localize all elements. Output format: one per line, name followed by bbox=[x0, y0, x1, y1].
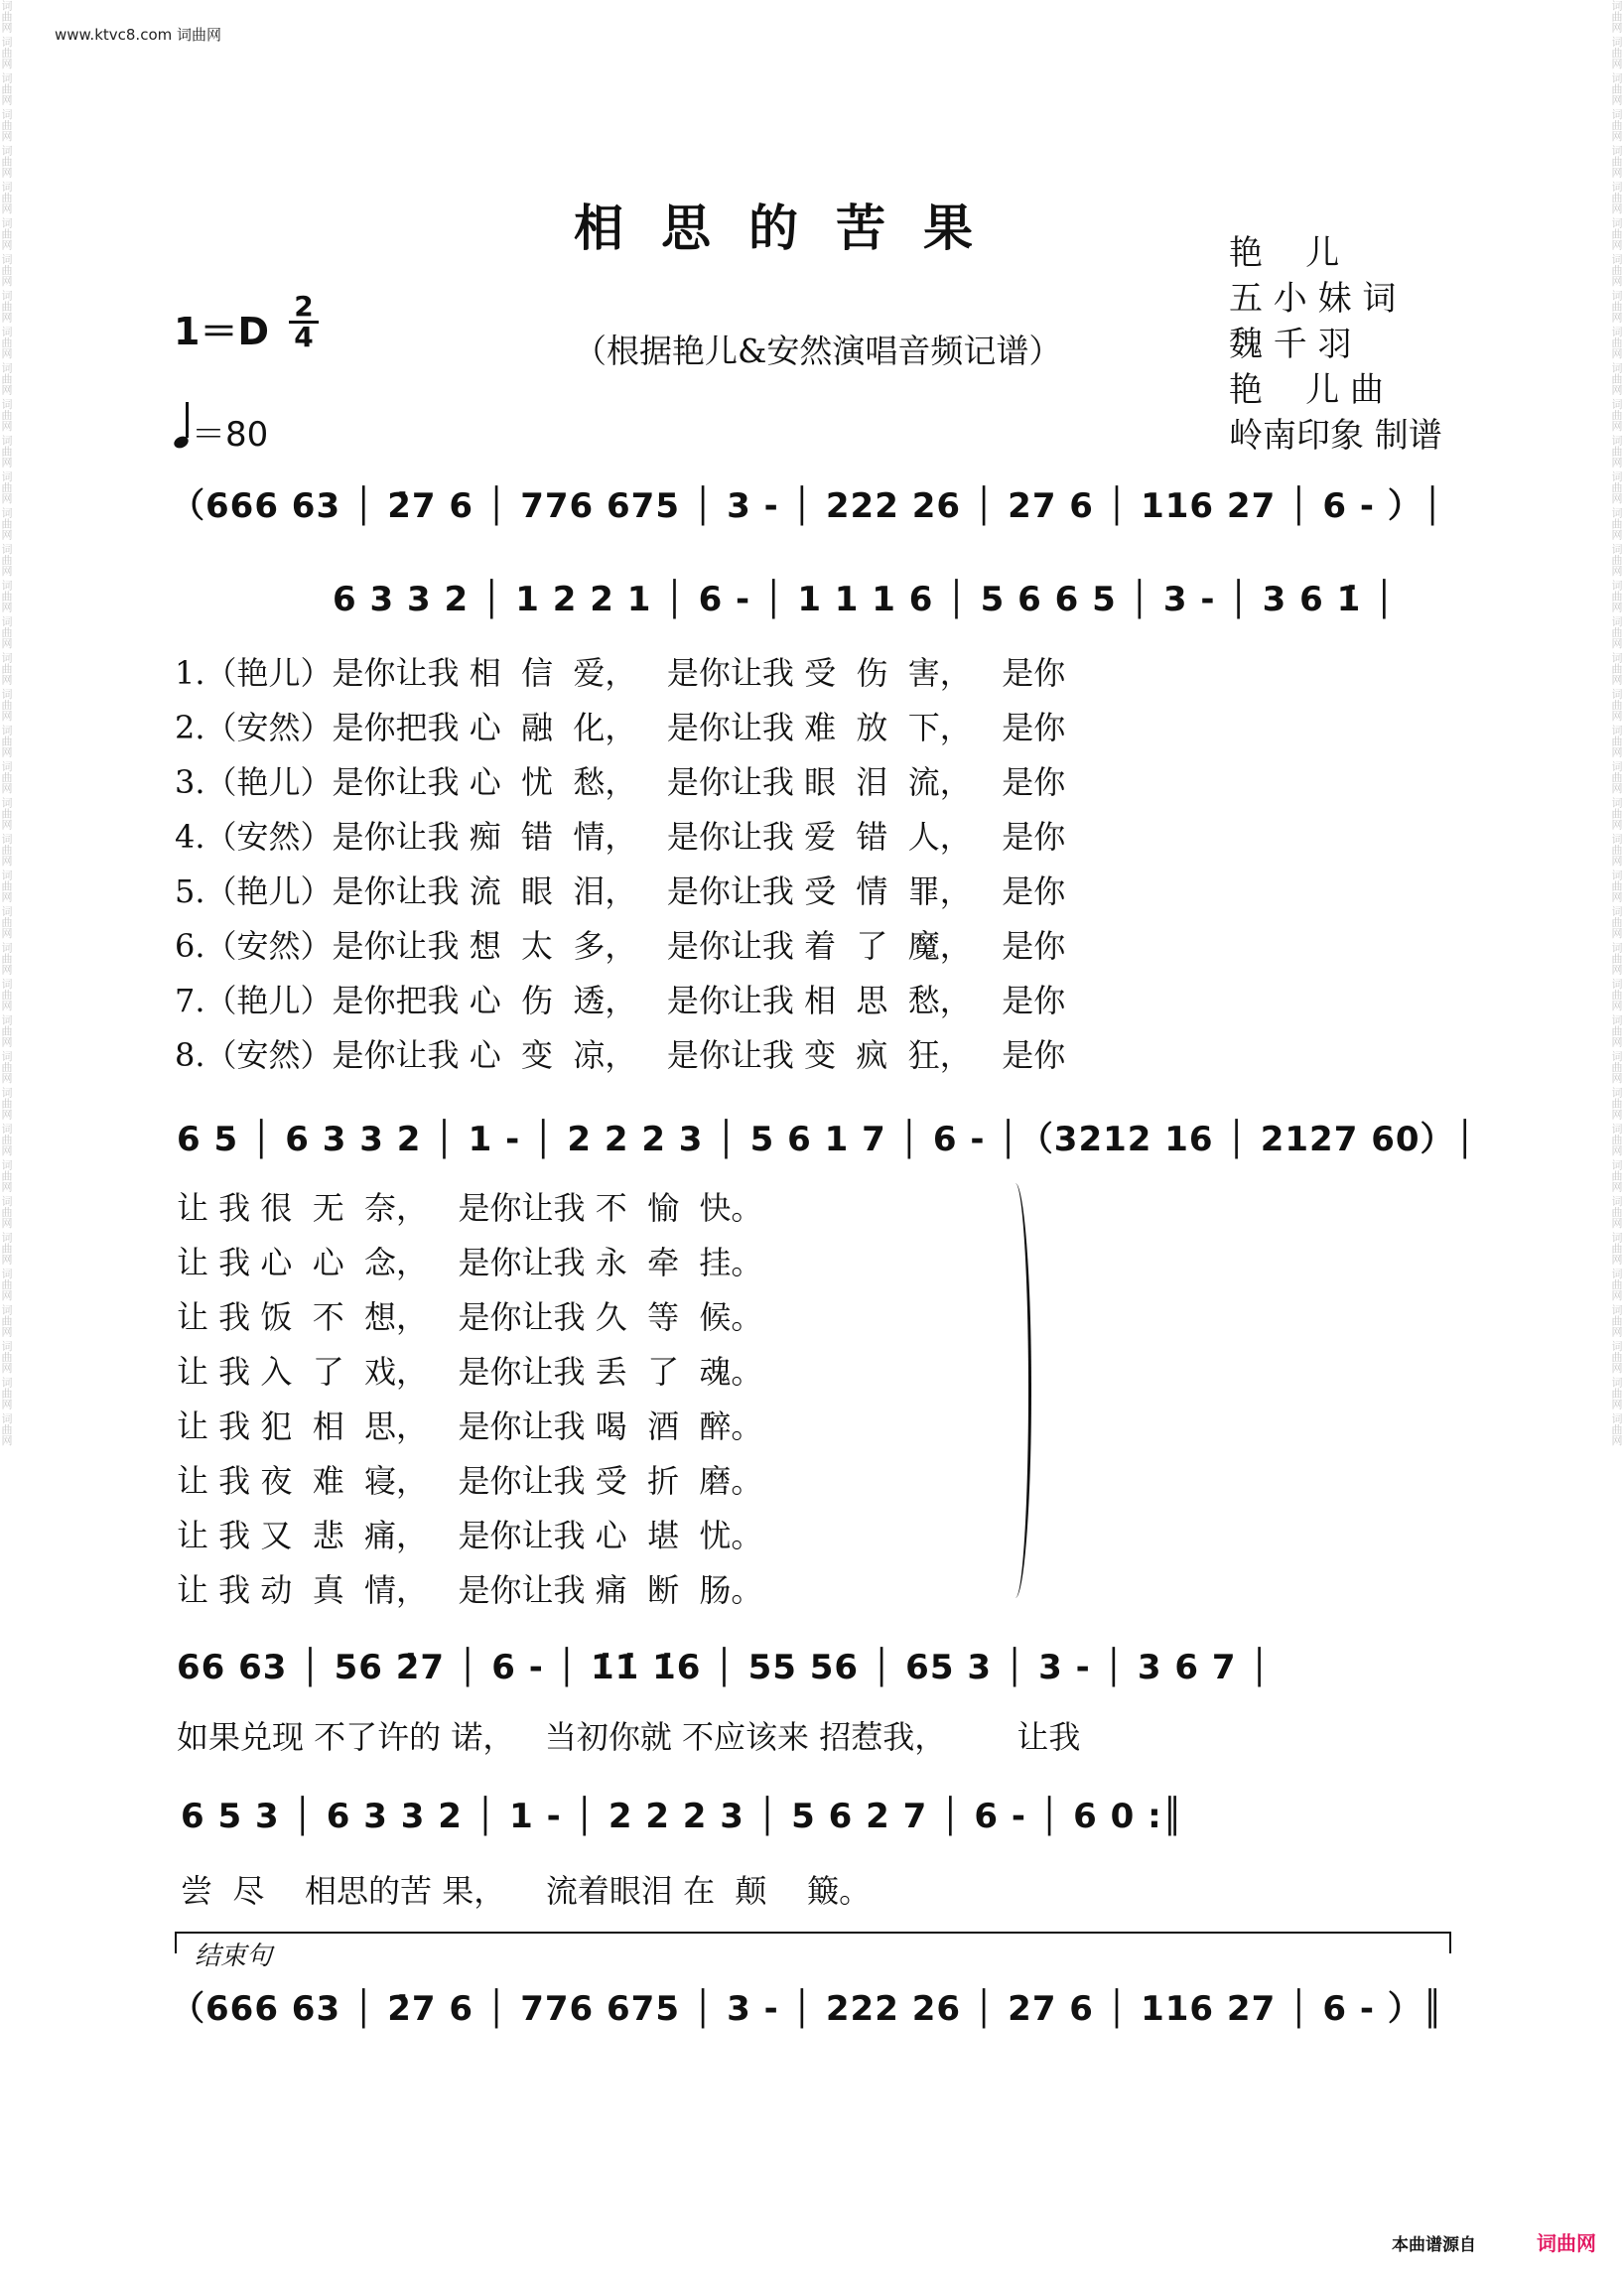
lyric-line: 让 我 饭 不 想， 是你让我 久 等 候。 bbox=[177, 1298, 763, 1336]
chorus1-notes: 6 5 │ 6 3 3 2 │ 1 - │ 2 2 2 3 │ 5 6 1 7 │ 6 - │（3212 16 │ 2127 60）│ bbox=[177, 1120, 1476, 1159]
note-stem bbox=[186, 402, 189, 438]
lyric-line: 让 我 入 了 戏， 是你让我 丢 了 魂。 bbox=[177, 1353, 763, 1391]
lyric-line: 让 我 夜 难 寝， 是你让我 受 折 磨。 bbox=[177, 1462, 763, 1500]
credit-line: 五 小 妹 词 bbox=[1229, 279, 1397, 319]
ending-label: 结束句 bbox=[195, 1942, 273, 1971]
lyric-line: 让 我 又 悲 痛， 是你让我 心 堪 忧。 bbox=[177, 1517, 763, 1554]
side-watermark-left: 词曲网 词曲网 词曲网 词曲网 词曲网 词曲网 词曲网 词曲网 词曲网 词曲网 词曲网 词曲网 词曲网 词曲网 词曲网 词曲网 词曲网 词曲网 词曲网 词曲网 词曲网 词曲网 词曲网 词曲网 词曲网 词曲网 词曲网 词曲网 词曲网 词曲网 词曲网 词曲网 词曲网 词曲网 词曲网 词曲网 词曲网 词曲网 词曲网 词曲网 bbox=[0, 0, 13, 1446]
lyric-line: 8.（安然）是你让我 心 变 凉， 是你让我 变 疯 狂， 是你 bbox=[175, 1036, 1066, 1074]
tempo-value: ＝80 bbox=[192, 415, 269, 455]
chorus3-notes: 6 5 3 │ 6 3 3 2 │ 1 - │ 2 2 2 3 │ 5 6 2 7 │ 6 - │ 6 0 :║ bbox=[181, 1797, 1184, 1836]
chorus2-lyrics: 如果兑现 不了许的 诺， 当初你就 不应该来 招惹我， 让我 bbox=[177, 1718, 1081, 1756]
time-signature bbox=[289, 290, 319, 353]
chorus1-lyrics bbox=[177, 1183, 762, 1620]
side-watermark-right: 词曲网 词曲网 词曲网 词曲网 词曲网 词曲网 词曲网 词曲网 词曲网 词曲网 词曲网 词曲网 词曲网 词曲网 词曲网 词曲网 词曲网 词曲网 词曲网 词曲网 词曲网 词曲网 词曲网 词曲网 词曲网 词曲网 词曲网 词曲网 词曲网 词曲网 词曲网 词曲网 词曲网 词曲网 词曲网 词曲网 词曲网 词曲网 词曲网 词曲网 bbox=[1610, 0, 1623, 1446]
key-signature: 1＝D bbox=[174, 310, 269, 353]
time-bottom: 4 bbox=[294, 321, 314, 353]
subtitle: （根据艳儿&安然演唱音频记谱） bbox=[574, 332, 1062, 370]
credit-line: 艳 儿 bbox=[1229, 233, 1340, 273]
verse-lyrics bbox=[175, 648, 1065, 1085]
lyric-line: 2.（安然）是你把我 心 融 化， 是你让我 难 放 下， 是你 bbox=[175, 709, 1066, 746]
lyric-line: 7.（艳儿）是你把我 心 伤 透， 是你让我 相 思 愁， 是你 bbox=[175, 982, 1066, 1019]
ending-bracket bbox=[175, 1932, 1451, 1953]
chorus2-notes: 66 63 │ 56 2̇7 │ 6 - │ 1̇1̇ 1̇6 │ 55 56 │ 65 3 │ 3 - │ 3 6 7 │ bbox=[177, 1648, 1271, 1687]
lyric-line: 5.（艳儿）是你让我 流 眼 泪， 是你让我 受 情 罪， 是你 bbox=[175, 872, 1066, 910]
repeat-brace bbox=[1005, 1183, 1031, 1598]
credit-line: 魏 千 羽 bbox=[1229, 325, 1352, 364]
lyric-line: 让 我 犯 相 思， 是你让我 喝 酒 醉。 bbox=[177, 1407, 763, 1445]
lyric-line: 让 我 很 无 奈， 是你让我 不 愉 快。 bbox=[177, 1189, 763, 1227]
credit-line: 艳 儿 曲 bbox=[1229, 370, 1385, 410]
ending-notes: （666 63 │ 2̇7 6 │ 776 675 │ 3 - │ 222 26 │ 27 6 │ 116 27 │ 6 - ）║ bbox=[171, 1989, 1444, 2029]
lyric-line: 让 我 心 心 念， 是你让我 永 牵 挂。 bbox=[177, 1244, 763, 1281]
credits bbox=[1229, 230, 1442, 459]
lyric-line: 3.（艳儿）是你让我 心 忧 愁， 是你让我 眼 泪 流， 是你 bbox=[175, 763, 1066, 801]
site-url[interactable]: www.ktvc8.com 词曲网 bbox=[55, 26, 222, 44]
song-title: 相思的苦果 bbox=[574, 199, 1011, 257]
verse-notes: 6 3 3 2 │ 1 2 2 1 │ 6 - │ 1 1 1 6 │ 5 6 6 5 │ 3 - │ 3 6 1̇ │ bbox=[333, 580, 1396, 619]
time-top: 2 bbox=[294, 290, 314, 323]
tempo-marking bbox=[174, 407, 268, 456]
lyric-line: 4.（安然）是你让我 痴 错 情， 是你让我 爱 错 人， 是你 bbox=[175, 818, 1066, 856]
lyric-line: 6.（安然）是你让我 想 太 多， 是你让我 着 了 魔， 是你 bbox=[175, 927, 1066, 965]
footer-brand-link[interactable]: 词曲网 bbox=[1537, 2231, 1596, 2255]
credit-line: 岭南印象 制谱 bbox=[1229, 416, 1442, 456]
lyric-line: 1.（艳儿）是你让我 相 信 爱， 是你让我 受 伤 害， 是你 bbox=[175, 654, 1066, 692]
chorus3-lyrics: 尝 尽 相思的苦 果， 流着眼泪 在 颠 簸。 bbox=[181, 1872, 872, 1910]
lyric-line: 让 我 动 真 情， 是你让我 痛 断 肠。 bbox=[177, 1571, 763, 1609]
intro-notes: （666 63 │ 2̇7 6 │ 776 675 │ 3 - │ 222 26 │ 27 6 │ 116 27 │ 6 - ）│ bbox=[171, 486, 1444, 526]
footer-source: 本曲谱源自 bbox=[1392, 2235, 1476, 2255]
